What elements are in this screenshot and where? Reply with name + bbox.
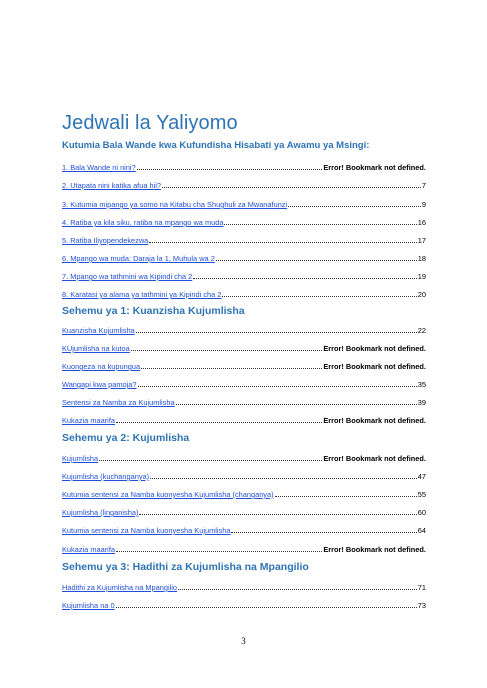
toc-entry-page: 18 [417, 254, 426, 263]
dot-leader [116, 422, 322, 423]
dot-leader [141, 368, 322, 369]
toc-entry-error: Error! Bookmark not defined. [323, 454, 426, 463]
toc-entry-link[interactable]: Kujumlisha (kuchanganya) [62, 472, 150, 481]
toc-entry[interactable] [62, 598, 426, 610]
toc-entry[interactable] [62, 287, 426, 299]
toc-entry-page: 9 [421, 200, 426, 209]
toc-entry[interactable] [62, 359, 426, 371]
toc-entry[interactable] [62, 580, 426, 592]
dot-leader [149, 242, 416, 243]
toc-entry-link[interactable]: Kujumlisha [62, 454, 99, 463]
toc-entry-page: 7 [421, 181, 426, 190]
toc-entry[interactable] [62, 178, 426, 190]
toc-entry-error: Error! Bookmark not defined. [323, 163, 426, 172]
page-number: 3 [241, 636, 246, 646]
toc-entry[interactable] [62, 215, 426, 227]
toc-entry-link[interactable]: 2. Utapata nini katika afua hii? [62, 181, 162, 190]
page-title: Jedwali la Yaliyomo [62, 112, 238, 134]
dot-leader [137, 169, 323, 170]
toc-entry-link[interactable]: Kutumia sentensi za Namba kuonyesha Kujumlisha (changanya) [62, 490, 274, 499]
dot-leader [150, 478, 417, 479]
toc-entry-page: 47 [417, 472, 426, 481]
toc-entry-error: Error! Bookmark not defined. [323, 344, 426, 353]
toc-entry-link[interactable]: Kukazia maarifa [62, 416, 115, 425]
toc-entry-page: 35 [417, 380, 426, 389]
toc-entry-page: 55 [417, 490, 426, 499]
toc-entry-link[interactable]: 1. Bala Wande ni nini? [62, 163, 136, 172]
toc-entry[interactable] [62, 341, 426, 353]
toc-entry-page: 64 [417, 526, 426, 535]
toc-entry-link[interactable]: Kujumlisha na 0 [62, 601, 115, 610]
toc-entry-link[interactable]: Kuongeza na kupungua [62, 362, 141, 371]
section-heading: Kutumia Bala Wande kwa Kufundisha Hisabati ya Awamu ya Msingi: [62, 140, 370, 151]
dot-leader [138, 386, 417, 387]
dot-leader [131, 350, 323, 351]
toc-entry-link[interactable]: 5. Ratiba Iliyopendekezwa [62, 236, 149, 245]
toc-entry[interactable] [62, 523, 426, 535]
dot-leader [116, 607, 417, 608]
dot-leader [224, 224, 416, 225]
dot-leader [222, 296, 416, 297]
toc-entry-page: 20 [417, 290, 426, 299]
toc-entry[interactable] [62, 505, 426, 517]
toc-entry-link[interactable]: 3. Kutumia mipango ya somo na Kitabu cha Shughuli za Mwanafunzi [62, 200, 288, 209]
toc-entry-page: 22 [417, 326, 426, 335]
toc-entry[interactable] [62, 269, 426, 281]
toc-entry-link[interactable]: Kuanzisha Kujumlisha [62, 326, 135, 335]
toc-entry-link[interactable]: Hadithi za Kujumlisha na Mpangilio [62, 583, 178, 592]
toc-entry[interactable] [62, 542, 426, 554]
dot-leader [216, 260, 417, 261]
dot-leader [275, 496, 417, 497]
toc-entry[interactable] [62, 197, 426, 209]
toc-entry-link[interactable]: Kujumlisha (linganisha) [62, 508, 139, 517]
dot-leader [176, 404, 417, 405]
toc-entry[interactable] [62, 487, 426, 499]
dot-leader [162, 187, 421, 188]
section-heading: Sehemu ya 2: Kujumlisha [62, 432, 190, 444]
section-heading: Sehemu ya 1: Kuanzisha Kujumlisha [62, 305, 245, 317]
toc-entry-link[interactable]: Sentensi za Namba za Kujumlisha [62, 398, 175, 407]
toc-entry[interactable] [62, 233, 426, 245]
dot-leader [231, 532, 416, 533]
toc-entry-link[interactable]: 8. Karatasi ya alama ya tathmini ya Kipindi cha 2 [62, 290, 222, 299]
toc-entry-page: 17 [417, 236, 426, 245]
toc-entry-link[interactable]: Kukazia maarifa [62, 545, 115, 554]
toc-entry-link[interactable]: Wangapi kwa pamoja? [62, 380, 137, 389]
dot-leader [288, 206, 421, 207]
toc-entry-error: Error! Bookmark not defined. [323, 416, 426, 425]
toc-entry-link[interactable]: KUjumlisha na kutoa [62, 344, 130, 353]
toc-entry-error: Error! Bookmark not defined. [323, 362, 426, 371]
toc-entry-page: 71 [417, 583, 426, 592]
toc-entry[interactable] [62, 160, 426, 172]
toc-entry-page: 60 [417, 508, 426, 517]
section-heading: Sehemu ya 3: Hadithi za Kujumlisha na Mpangilio [62, 561, 309, 573]
toc-entry[interactable] [62, 395, 426, 407]
dot-leader [136, 332, 417, 333]
toc-entry-page: 73 [417, 601, 426, 610]
toc-entry-link[interactable]: 4. Ratiba ya kila siku, ratiba na mpango wa muda [62, 218, 224, 227]
toc-entry-link[interactable]: 6. Mpango wa muda: Daraja la 1, Muhula wa 2 [62, 254, 215, 263]
toc-entry[interactable] [62, 413, 426, 425]
dot-leader [178, 589, 417, 590]
toc-entry-page: 39 [417, 398, 426, 407]
toc-entry[interactable] [62, 451, 426, 463]
toc-entry[interactable] [62, 251, 426, 263]
toc-entry[interactable] [62, 377, 426, 389]
toc-entry-error: Error! Bookmark not defined. [323, 545, 426, 554]
dot-leader [116, 551, 322, 552]
toc-entry[interactable] [62, 469, 426, 481]
toc-entry-link[interactable]: Kutumia sentensi za Namba kuonyesha Kujumlisha [62, 526, 231, 535]
dot-leader [193, 278, 417, 279]
toc-entry[interactable] [62, 323, 426, 335]
toc-entry-page: 16 [417, 218, 426, 227]
dot-leader [139, 514, 416, 515]
toc-entry-page: 19 [417, 272, 426, 281]
dot-leader [99, 460, 322, 461]
toc-entry-link[interactable]: 7. Mpango wa tathmini wa Kipindi cha 2 [62, 272, 193, 281]
